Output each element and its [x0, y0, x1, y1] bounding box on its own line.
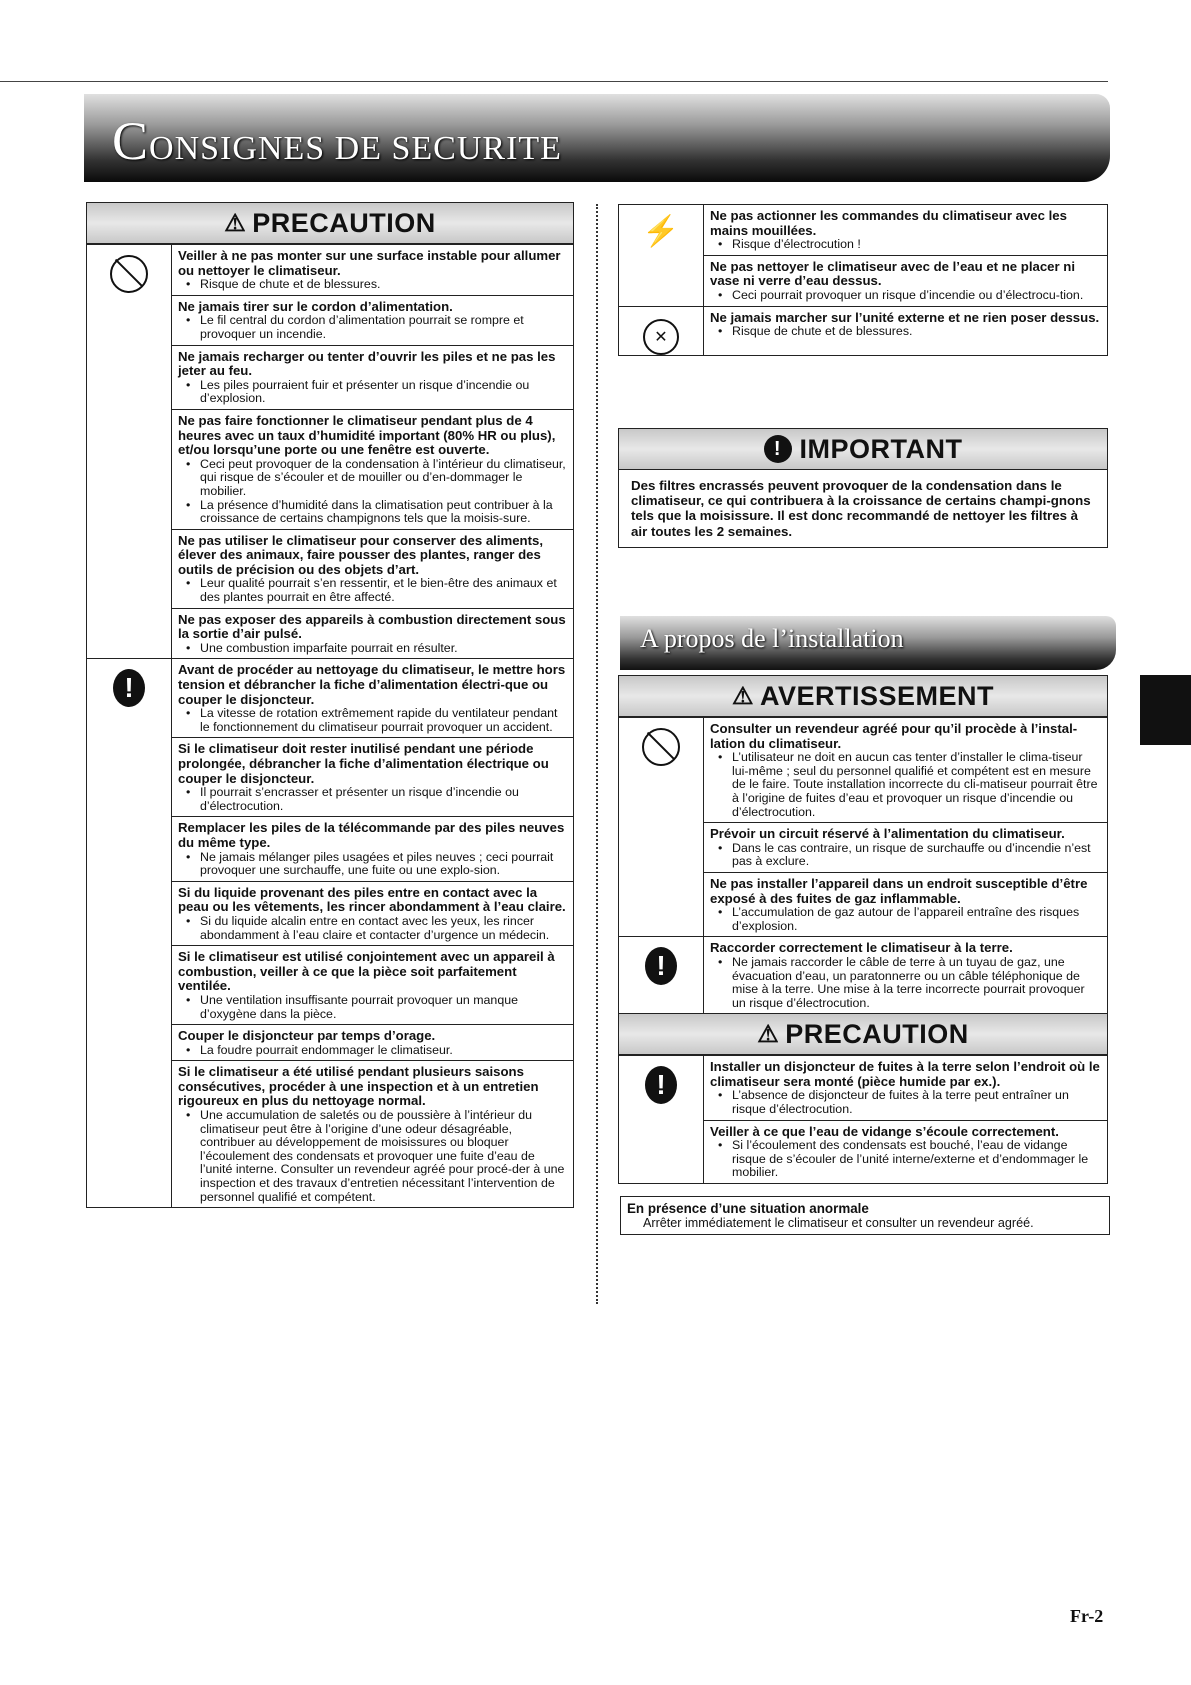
abnormal-title: En présence d’une situation anormale [627, 1201, 869, 1216]
safety-item-title: Si le climatiseur est utilisé conjointement avec un appareil à combustion, veiller à ce que la pièce soit parfaitement ventilée. [178, 949, 555, 994]
safety-item-title: Ne jamais tirer sur le cordon d’alimentation. [178, 298, 453, 314]
safety-group [619, 205, 1107, 306]
column-divider [596, 204, 598, 1304]
safety-item [704, 1056, 1107, 1119]
safety-item [704, 937, 1107, 1013]
important-text: Des filtres encrassés peuvent provoquer de la condensation dans le climatiseur, ce qui contribuera à la croissance de certains champi-gnons tels que la moisissure. Il est donc recommandé de nettoyer les filtres à air toutes les 2 semaines. [631, 478, 1091, 539]
important-box [618, 428, 1108, 548]
prohibition-icon [110, 255, 148, 293]
safety-item-bullet: • Ne jamais raccorder le câble de terre à un tuyau de gaz, une évacuation d’eau, un paratonnerre ou un câble téléphonique de mise à la terre. Une mise à la terre incorrecte pourrait provoquer un risque d’électrocution. [710, 956, 1101, 1010]
safety-item [704, 872, 1107, 936]
safety-item-bullet: • Risque de chute et de blessures. [178, 278, 567, 292]
safety-item-bullet: • Ne jamais mélanger piles usagées et piles neuves ; ceci pourrait provoquer une surchauffe, une fuite ou une explo-sion. [178, 851, 567, 878]
safety-item [172, 529, 573, 608]
page-title: CONSIGNES DE SECURITE [112, 111, 562, 171]
safety-item-title: Si du liquide provenant des piles entre en contact avec la peau ou les vêtements, les rincer abondamment à l’eau claire. [178, 884, 566, 915]
safety-item-title: Prévoir un circuit réservé à l’alimentation du climatiseur. [710, 826, 1065, 842]
safety-item-bullet: • La foudre pourrait endommager le climatiseur. [178, 1044, 567, 1058]
safety-item-bullet: • Leur qualité pourrait s’en ressentir, et le bien-être des animaux et des plantes pourrait en être affecté. [178, 577, 567, 604]
group-icon-cell [619, 937, 704, 1013]
no-step-icon: ✕ [643, 319, 679, 355]
safety-item-bullet: • L’utilisateur ne doit en aucun cas tenter d’installer le clima-tiseur lui-même ; seul du personnel qualifié et compétent est en mesure de le faire. Toute installation incorrecte du cli-matiseur pourrait être à l’origine de fuites d’eau et provoquer un risque d’incendie ou d’électrocution. [710, 751, 1101, 819]
top-rule [0, 81, 1108, 82]
important-header: ! IMPORTANT [619, 429, 1107, 470]
electric-shock-icon: ⚡ [642, 215, 680, 248]
safety-item-bullet: • Une ventilation insuffisante pourrait provoquer un manque d’oxygène dans la pièce. [178, 994, 567, 1021]
safety-item-title: Ne jamais recharger ou tenter d’ouvrir les piles et ne pas les jeter au feu. [178, 348, 556, 379]
safety-group [619, 936, 1107, 1013]
safety-item [172, 245, 573, 295]
safety-item [172, 409, 573, 529]
safety-item-bullet: • Si du liquide alcalin entre en contact avec les yeux, les rincer abondamment à l’eau claire et contacter d’urgence un médecin. [178, 915, 567, 942]
safety-item-title: Veiller à ne pas monter sur une surface instable pour allumer ou nettoyer le climatiseur. [178, 248, 561, 278]
safety-item-bullet: • Risque d’électrocution ! [710, 238, 1101, 252]
abnormal-text: Arrêter immédiatement le climatiseur et consulter un revendeur agréé. [643, 1216, 1034, 1230]
warning-triangle-icon: ⚠ [731, 682, 754, 710]
safety-item-title: Ne pas exposer des appareils à combustion directement sous la sortie d’air pulsé. [178, 611, 566, 642]
safety-item-bullet: • Le fil central du cordon d’alimentation pourrait se rompre et provoquer un incendie. [178, 314, 567, 341]
safety-item [704, 718, 1107, 822]
group-icon-cell [87, 659, 172, 1207]
prohibition-icon [642, 728, 680, 766]
safety-item [172, 295, 573, 345]
safety-item-title: Consulter un revendeur agréé pour qu’il procède à l’instal-lation du climatiseur. [710, 721, 1078, 751]
page-number: Fr-2 [1070, 1606, 1104, 1626]
safety-item-title: Avant de procéder au nettoyage du climatiseur, le mettre hors tension et débrancher la fiche d’alimentation électri-que ou couper le disjoncteur. [178, 662, 566, 707]
group-icon-cell [87, 245, 172, 658]
install-box [618, 675, 1108, 1184]
warning-triangle-icon: ⚠ [757, 1020, 780, 1048]
mandatory-icon: ! [113, 669, 145, 707]
safety-item-title: Remplacer les piles de la télécommande par des piles neuves du même type. [178, 820, 565, 850]
safety-box-right-top [618, 204, 1108, 356]
mandatory-icon: ! [645, 1066, 677, 1104]
safety-item-title: Ne pas actionner les commandes du climatiseur avec les mains mouillées. [710, 208, 1067, 238]
group-icon-cell [619, 718, 704, 936]
safety-group [619, 717, 1107, 936]
group-icon-cell [619, 307, 704, 355]
safety-item-title: Ne pas faire fonctionner le climatiseur pendant plus de 4 heures avec un taux d’humidité important (80% HR ou plus), et/ou lorsqu’une porte ou une fenêtre est ouverte. [178, 412, 556, 458]
important-icon: ! [764, 435, 792, 463]
group-icon-cell [619, 205, 704, 306]
safety-item-bullet: • La présence d’humidité dans la climatisation peut contribuer à la croissance de certains champignons tels que la moisis-sure. [178, 499, 567, 526]
safety-item-title: Couper le disjoncteur par temps d’orage. [178, 1028, 436, 1044]
safety-item [172, 1024, 573, 1060]
safety-item-title: Si le climatiseur doit rester inutilisé pendant une période prolongée, débrancher la fiche d’alimentation électrique ou couper le disjoncteur. [178, 741, 549, 786]
safety-item [172, 1060, 573, 1207]
safety-item [172, 945, 573, 1024]
safety-item-bullet: • Une accumulation de saletés ou de poussière à l’intérieur du climatiseur peut être à l’origine d’une odeur désagréable, contribuer au développement de moisissures ou bloquer l’écoulement des condensats et provoquer une fuite d’eau de l’unité interne. Consulter un revendeur agréé pour procé-der à une inspection et des travaux d’entretien nécessitant l’intervention de personnel qualifié et compétent. [178, 1109, 567, 1204]
safety-item [172, 345, 573, 409]
mandatory-icon: ! [645, 947, 677, 985]
precaution-header: ⚠ PRECAUTION [619, 1013, 1107, 1055]
safety-item-title: Ne pas utiliser le climatiseur pour conserver des aliments, élever des animaux, faire pousser des plantes, ranger des outils de précision ou des objets d’art. [178, 532, 544, 577]
safety-item [172, 881, 573, 945]
safety-item-title: Ne jamais marcher sur l’unité externe et ne rien poser dessus. [710, 309, 1100, 325]
safety-item-bullet: • Une combustion imparfaite pourrait en résulter. [178, 642, 567, 656]
precaution-box-left [86, 202, 574, 1208]
safety-item-title: Si le climatiseur a été utilisé pendant plusieurs saisons consécutives, procéder à une inspection et à un entretien rigoureux en plus du nettoyage normal. [178, 1064, 539, 1109]
safety-item-bullet: • Ceci pourrait provoquer un risque d’incendie ou d’électrocu-tion. [710, 289, 1101, 303]
safety-item-bullet: • La vitesse de rotation extrêmement rapide du ventilateur pendant le fonctionnement du climatiseur pourrait provoquer un accident. [178, 707, 567, 734]
warning-header: ⚠ AVERTISSEMENT [619, 676, 1107, 717]
safety-item [704, 307, 1107, 342]
safety-group [87, 244, 573, 658]
section-title: A propos de l’installation [640, 624, 904, 653]
safety-item-bullet: • Les piles pourraient fuir et présenter un risque d’incendie ou d’explosion. [178, 379, 567, 406]
safety-item [704, 255, 1107, 306]
precaution-header: ⚠ PRECAUTION [87, 203, 573, 244]
chapter-tab [1140, 675, 1191, 745]
safety-item-title: Ne pas installer l’appareil dans un endroit susceptible d’être exposé à des fuites de gaz inflammable. [710, 875, 1088, 906]
safety-item-bullet: • Ceci peut provoquer de la condensation à l’intérieur du climatiseur, qui risque de s’écouler et de mouiller ou d’en-dommager le mobilier. [178, 458, 567, 499]
safety-item-bullet: • Il pourrait s’encrasser et présenter un risque d’incendie ou d’électrocution. [178, 786, 567, 813]
safety-group [619, 1055, 1107, 1183]
safety-item [704, 1120, 1107, 1183]
safety-item-bullet: • Si l’écoulement des condensats est bouché, l’eau de vidange risque de s’écouler de l’unité interne/externe et d’endommager le mobilier. [710, 1139, 1101, 1180]
safety-item [172, 816, 573, 880]
safety-item-title: Ne pas nettoyer le climatiseur avec de l’eau et ne placer ni vase ni verre d’eau dessus. [710, 258, 1076, 289]
safety-item-title: Raccorder correctement le climatiseur à la terre. [710, 940, 1013, 956]
safety-group [87, 658, 573, 1207]
safety-item-bullet: • L’absence de disjoncteur de fuites à la terre peut entraîner un risque d’électrocution. [710, 1089, 1101, 1116]
group-icon-cell [619, 1056, 704, 1183]
safety-item-title: Installer un disjoncteur de fuites à la terre selon l’endroit où le climatiseur sera monté (pièce humide par ex.). [710, 1059, 1100, 1089]
safety-item-title: Veiller à ce que l’eau de vidange s’écoule correctement. [710, 1123, 1059, 1139]
safety-item-bullet: • Risque de chute et de blessures. [710, 325, 1101, 339]
safety-item [172, 737, 573, 816]
safety-item [704, 822, 1107, 872]
safety-item [172, 608, 573, 659]
safety-group [619, 306, 1107, 355]
safety-item-bullet: • Dans le cas contraire, un risque de surchauffe ou d’incendie n’est pas à exclure. [710, 842, 1101, 869]
abnormal-situation-box [620, 1196, 1110, 1235]
safety-item [172, 659, 573, 737]
safety-item-bullet: • L’accumulation de gaz autour de l’appareil entraîne des risques d’explosion. [710, 906, 1101, 933]
safety-item [704, 205, 1107, 255]
warning-triangle-icon: ⚠ [224, 209, 247, 237]
